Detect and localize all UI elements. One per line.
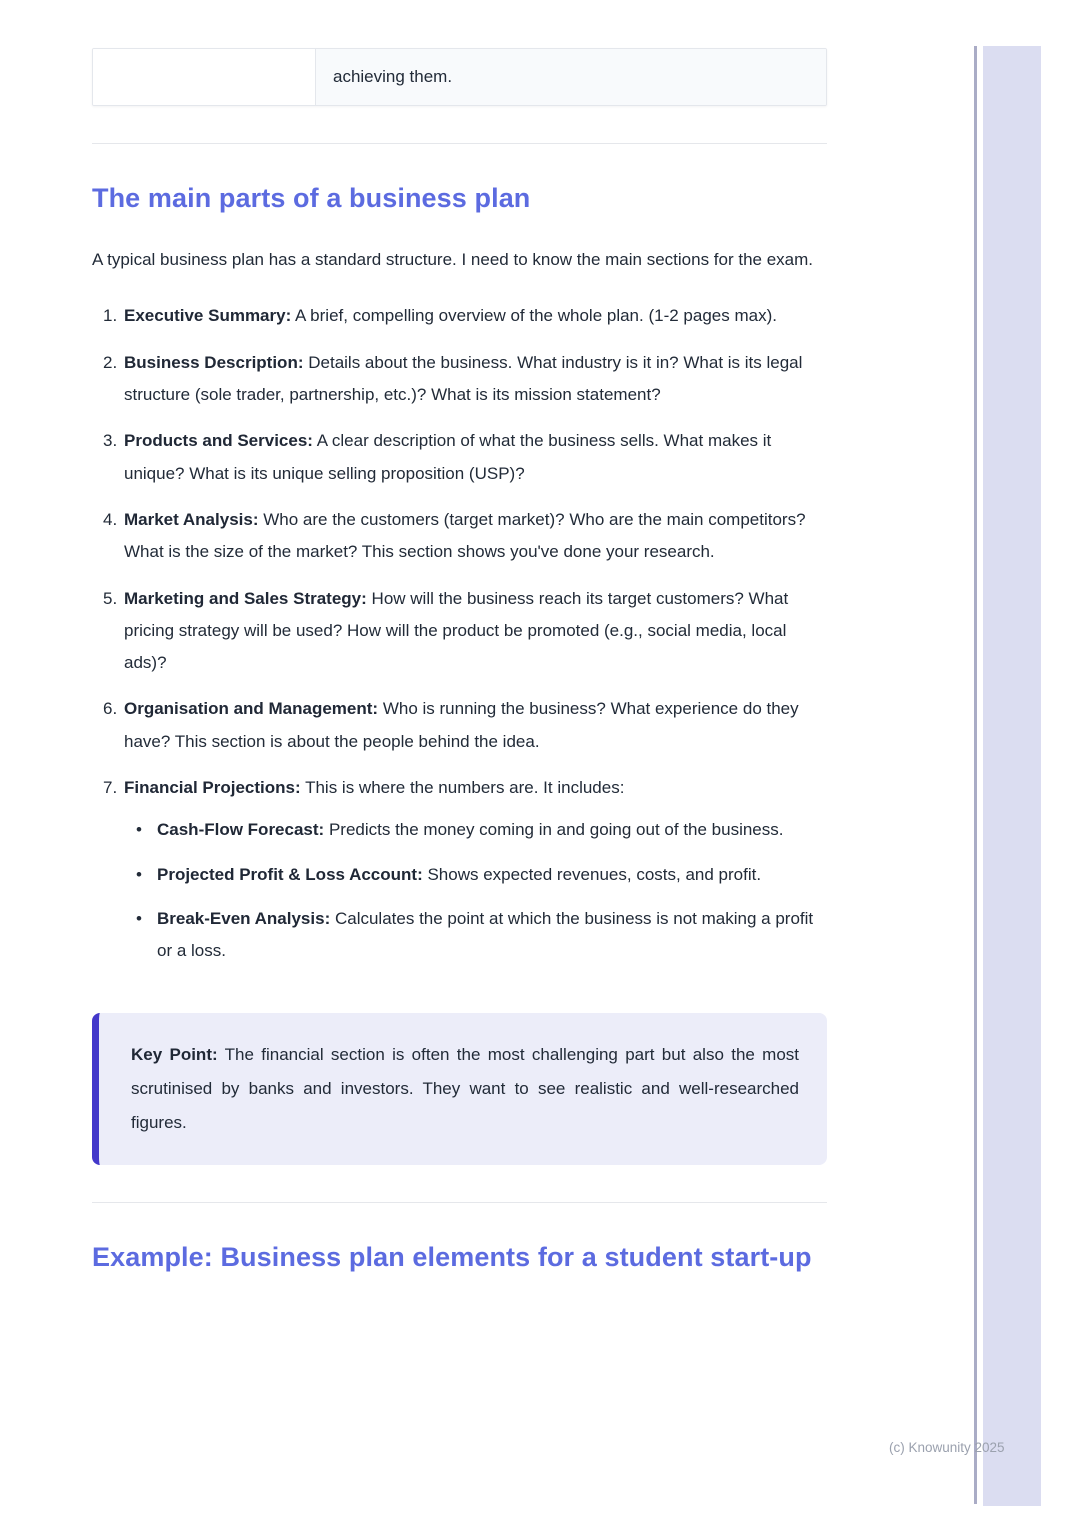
key-point-callout bbox=[92, 1013, 827, 1165]
list-item bbox=[92, 504, 827, 569]
sub-list-item bbox=[124, 903, 827, 968]
list-number: 4. bbox=[103, 509, 118, 529]
section-heading-main-parts: The main parts of a business plan bbox=[92, 182, 531, 213]
list-item-text bbox=[124, 347, 827, 412]
sub-item-text bbox=[157, 903, 827, 968]
sub-item-text bbox=[157, 814, 827, 846]
bullet-icon: • bbox=[136, 864, 142, 884]
list-item-body: Who is running the business? What experience do they have? This section is about the people behind the idea. bbox=[124, 699, 799, 751]
list-item-body: A clear description of what the business sells. What makes it unique? What is its unique selling proposition (USP)? bbox=[124, 431, 772, 483]
sub-list-item bbox=[124, 814, 827, 846]
table-cell-right bbox=[316, 49, 826, 105]
list-item-text bbox=[124, 425, 827, 490]
list-item-text bbox=[124, 300, 827, 332]
table-cell-left-empty bbox=[93, 49, 316, 105]
list-item-body: Who are the customers (target market)? Who are the main competitors? What is the size of the market? This section shows you've done your research. bbox=[124, 509, 806, 562]
section-heading-example: Example: Business plan elements for a student start-up bbox=[92, 1242, 812, 1273]
sub-item-lead: Break-Even Analysis: bbox=[157, 908, 331, 928]
section-divider bbox=[92, 1202, 827, 1203]
list-item-text bbox=[124, 693, 827, 758]
right-margin-band bbox=[983, 46, 1041, 1506]
list-number: 5. bbox=[103, 588, 118, 608]
list-item bbox=[92, 693, 827, 758]
list-item-lead: Organisation and Management: bbox=[124, 699, 379, 719]
list-item-text bbox=[124, 583, 827, 680]
list-item-body: Details about the business. What industry is it in? What is its legal structure (sole trader, partnership, etc.)? What is its mission statement? bbox=[124, 352, 803, 405]
bullet-icon: • bbox=[136, 820, 142, 840]
copyright-text: (c) Knowunity 2025 bbox=[889, 1440, 1005, 1455]
page-edge-line bbox=[974, 46, 977, 1504]
sub-item-body: Calculates the point at which the business is not making a profit or a loss. bbox=[157, 908, 814, 961]
sub-item-lead: Projected Profit & Loss Account: bbox=[157, 864, 423, 884]
list-number: 7. bbox=[103, 778, 118, 797]
list-item-lead: Financial Projections: bbox=[124, 778, 301, 797]
sub-item-body: Predicts the money coming in and going out of the business. bbox=[328, 820, 784, 840]
list-item-lead: Market Analysis: bbox=[124, 509, 259, 529]
business-plan-parts-list bbox=[92, 300, 827, 967]
list-number: 1. bbox=[103, 306, 118, 326]
list-item-lead: Executive Summary: bbox=[124, 306, 292, 326]
list-item bbox=[92, 347, 827, 412]
bullet-icon: • bbox=[136, 908, 142, 928]
sub-item-text bbox=[157, 859, 827, 891]
list-item bbox=[92, 772, 827, 967]
table-fragment bbox=[92, 48, 827, 106]
key-point-text: The financial section is often the most challenging part but also the most scrutinised by banks and investors. They want to see realistic and well-researched figures. bbox=[131, 1045, 799, 1133]
intro-paragraph: A typical business plan has a standard structure. I need to know the main sections for the exam. bbox=[92, 250, 814, 270]
list-number: 3. bbox=[103, 431, 118, 451]
sub-item-body: Shows expected revenues, costs, and profit. bbox=[427, 864, 762, 884]
list-item-text bbox=[124, 772, 827, 967]
list-number: 2. bbox=[103, 352, 118, 372]
section-divider bbox=[92, 143, 827, 144]
sub-list-item bbox=[124, 859, 827, 891]
list-item-lead: Marketing and Sales Strategy: bbox=[124, 588, 367, 608]
key-point-lead: Key Point: bbox=[131, 1045, 218, 1065]
table-cell-text: achieving them. bbox=[333, 67, 453, 86]
list-item bbox=[92, 300, 827, 332]
list-item bbox=[92, 583, 827, 680]
list-item-text bbox=[124, 504, 827, 569]
list-item-lead: Business Description: bbox=[124, 352, 304, 372]
list-number: 6. bbox=[103, 699, 118, 719]
list-item-body: How will the business reach its target customers? What pricing strategy will be used? How will the product be promoted (e.g., social media, local ads)? bbox=[124, 588, 789, 673]
list-item-lead: Products and Services: bbox=[124, 431, 313, 451]
document-content bbox=[92, 0, 827, 1277]
list-item-body: A brief, compelling overview of the whole plan. (1-2 pages max). bbox=[295, 306, 777, 326]
sub-item-lead: Cash-Flow Forecast: bbox=[157, 820, 325, 840]
list-item bbox=[92, 425, 827, 490]
financial-projections-sublist bbox=[124, 814, 827, 967]
list-item-body: This is where the numbers are. It includes: bbox=[305, 778, 625, 797]
